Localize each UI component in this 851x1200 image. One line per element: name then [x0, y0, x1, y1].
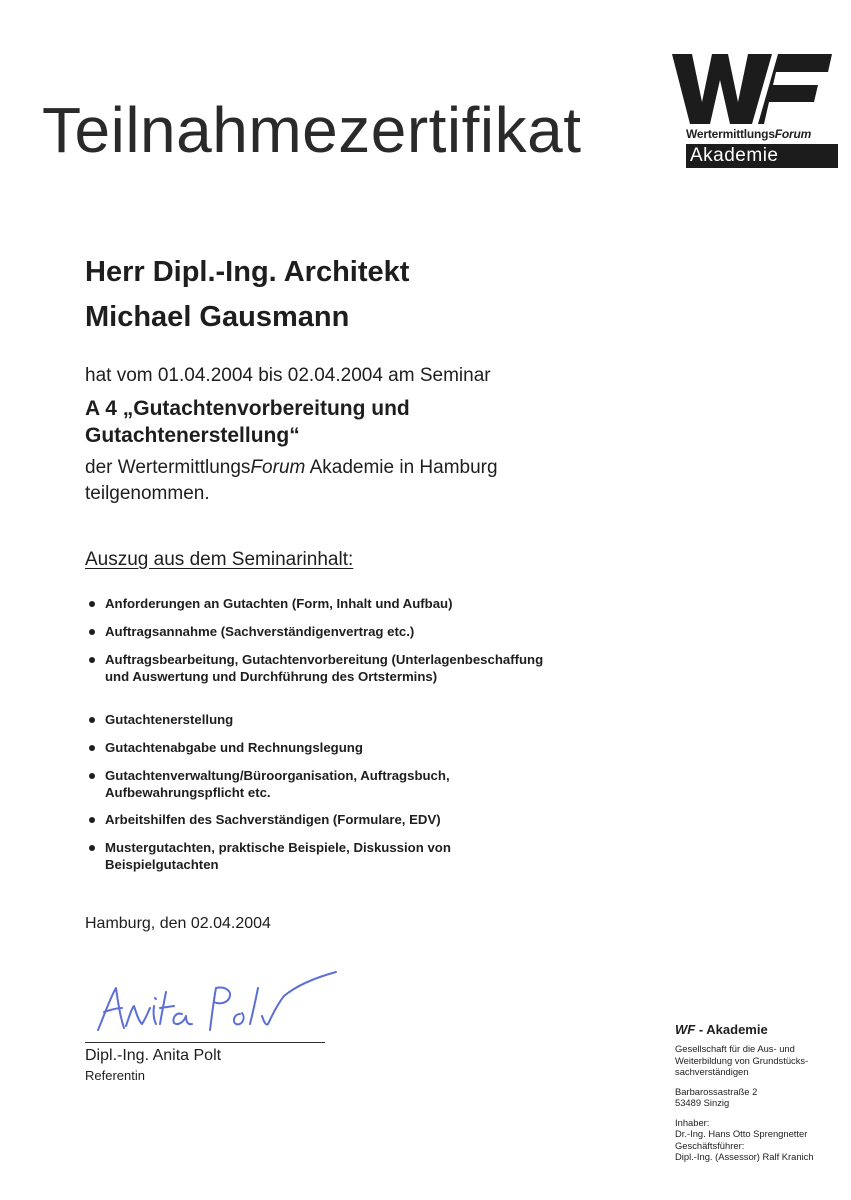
bullet-icon — [89, 817, 95, 823]
footer-line: Geschäftsführer: — [675, 1139, 745, 1151]
attendance-text: hat vom 01.04.2004 bis 02.04.2004 am Seminar — [85, 365, 491, 386]
footer-line: 53489 Sinzig — [675, 1097, 730, 1108]
bullet-icon — [89, 657, 95, 663]
footer-line: Inhaber: — [675, 1116, 710, 1128]
organizer-text: der WertermittlungsForum Akademie in Hamburg — [85, 457, 498, 478]
footer-line: Weiterbildung von Grundstücks- — [675, 1054, 809, 1066]
signer-name: Dipl.-Ing. Anita Polt — [85, 1047, 222, 1064]
bullet-icon — [89, 773, 95, 779]
page-title: Teilnahmezertifikat — [42, 94, 582, 166]
signature-line — [85, 1042, 325, 1043]
footer-title: WF - Akademie — [675, 1022, 768, 1037]
footer-address-block — [675, 1022, 845, 1163]
bullet-icon — [89, 717, 95, 723]
footer-line: Dipl.-Ing. (Assessor) Ralf Kranich — [675, 1151, 814, 1162]
place-date: Hamburg, den 02.04.2004 — [85, 915, 271, 932]
wf-logo — [672, 52, 840, 170]
logo-akademie-bar: Akademie — [686, 144, 838, 168]
handwritten-signature — [90, 968, 340, 1038]
signer-role: Referentin — [85, 1068, 145, 1083]
recipient-title: Herr Dipl.-Ing. Architekt — [85, 256, 410, 288]
wf-logo-mark — [672, 52, 840, 130]
bullet-icon — [89, 745, 95, 751]
footer-line: Gesellschaft für die Aus- und — [675, 1043, 795, 1054]
bullet-icon — [89, 601, 95, 607]
footer-line: Dr.-Ing. Hans Otto Sprengnetter — [675, 1128, 808, 1139]
recipient-name: Michael Gausmann — [85, 301, 350, 333]
organizer-text-line2: teilgenommen. — [85, 483, 210, 504]
logo-subtitle: WertermittlungsForum — [686, 127, 812, 141]
course-title-line1: A 4 „Gutachtenvorbereitung und — [85, 397, 410, 420]
footer-line: Barbarossastraße 2 — [675, 1085, 758, 1097]
bullet-icon — [89, 629, 95, 635]
footer-line: sachverständigen — [675, 1066, 749, 1077]
bullet-icon — [89, 845, 95, 851]
course-title-line2: Gutachtenerstellung“ — [85, 424, 300, 447]
seminar-contents-heading: Auszug aus dem Seminarinhalt: — [85, 549, 354, 570]
